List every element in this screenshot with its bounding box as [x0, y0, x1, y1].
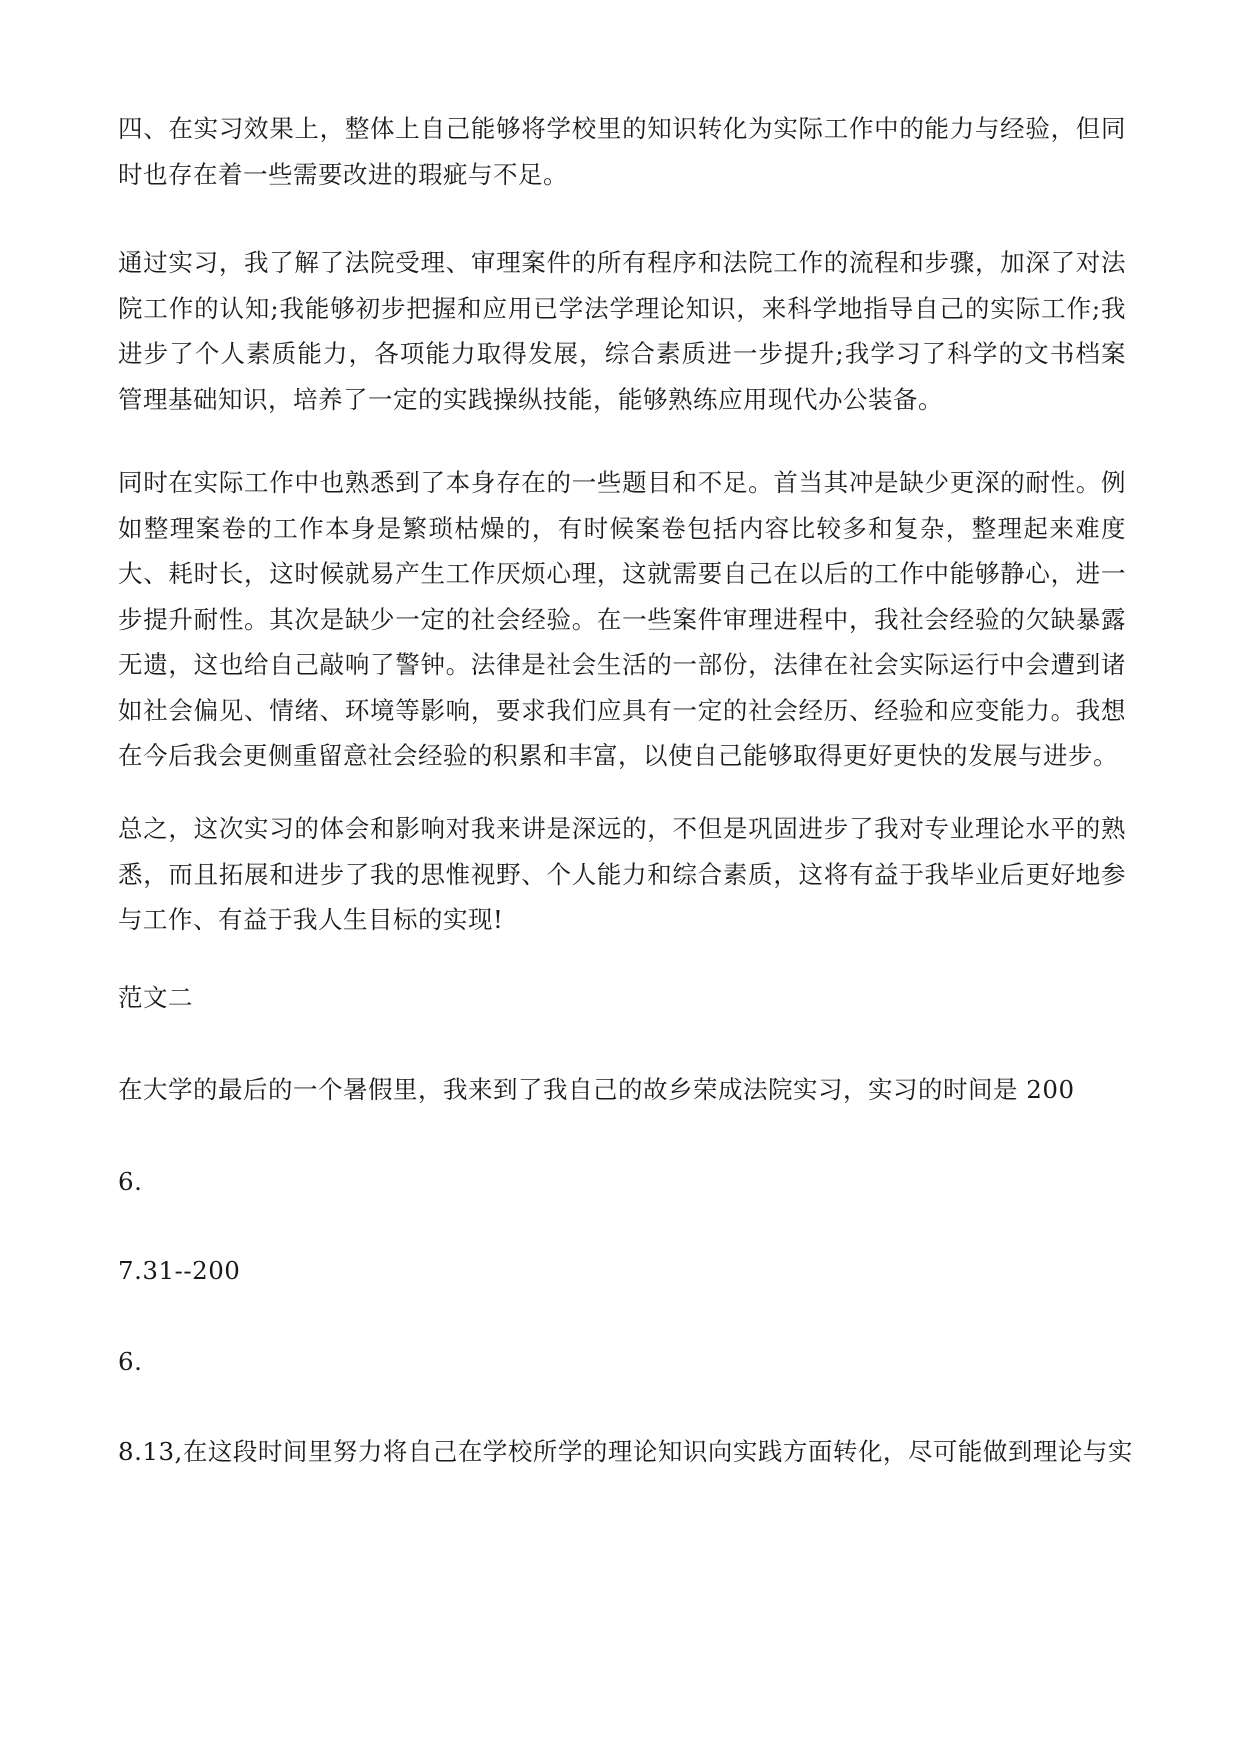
date-fragment-3: 6. [118, 1347, 143, 1376]
intro-line: 在大学的最后的一个暑假里，我来到了我自己的故乡荣成法院实习，实习的时间是 200 [118, 1075, 1075, 1104]
date-fragment-1: 6. [118, 1167, 143, 1196]
paragraph-conclusion: 总之，这次实习的体会和影响对我来讲是深远的，不但是巩固进步了我对专业理论水平的熟悉，而且拓展和进步了我的思惟视野、个人能力和综合素质，这将有益于我毕业后更好地参与工作、有益于我人生目标的实现! [118, 814, 1126, 934]
paragraph-internship-gains: 通过实习，我了解了法院受理、审理案件的所有程序和法院工作的流程和步骤，加深了对法院工作的认知;我能够初步把握和应用已学法学理论知识，来科学地指导自己的实际工作;我进步了个人素质能力，各项能力取得发展，综合素质进一步提升;我学习了科学的文书档案管理基础知识，培养了一定的实践操纵技能，能够熟练应用现代办公装备。 [118, 248, 1126, 414]
continuation-line: 8.13,在这段时间里努力将自己在学校所学的理论知识向实践方面转化，尽可能做到理论与实 [118, 1437, 1133, 1466]
heading-sample-two: 范文二 [118, 983, 193, 1012]
paragraph-internship-effect: 四、在实习效果上，整体上自己能够将学校里的知识转化为实际工作中的能力与经验，但同时也存在着一些需要改进的瑕疵与不足。 [118, 114, 1126, 189]
date-fragment-2: 7.31--200 [118, 1256, 241, 1285]
paragraph-shortcomings: 同时在实际工作中也熟悉到了本身存在的一些题目和不足。首当其冲是缺少更深的耐性。例如整理案卷的工作本身是繁琐枯燥的，有时候案卷包括内容比较多和复杂，整理起来难度大、耗时长，这时候就易产生工作厌烦心理，这就需要自己在以后的工作中能够静心，进一步提升耐性。其次是缺少一定的社会经验。在一些案件审理进程中，我社会经验的欠缺暴露无遗，这也给自己敲响了警钟。法律是社会生活的一部份，法律在社会实际运行中会遭到诸如社会偏见、情绪、环境等影响，要求我们应具有一定的社会经历、经验和应变能力。我想在今后我会更侧重留意社会经验的积累和丰富，以使自己能够取得更好更快的发展与进步。 [118, 468, 1126, 770]
